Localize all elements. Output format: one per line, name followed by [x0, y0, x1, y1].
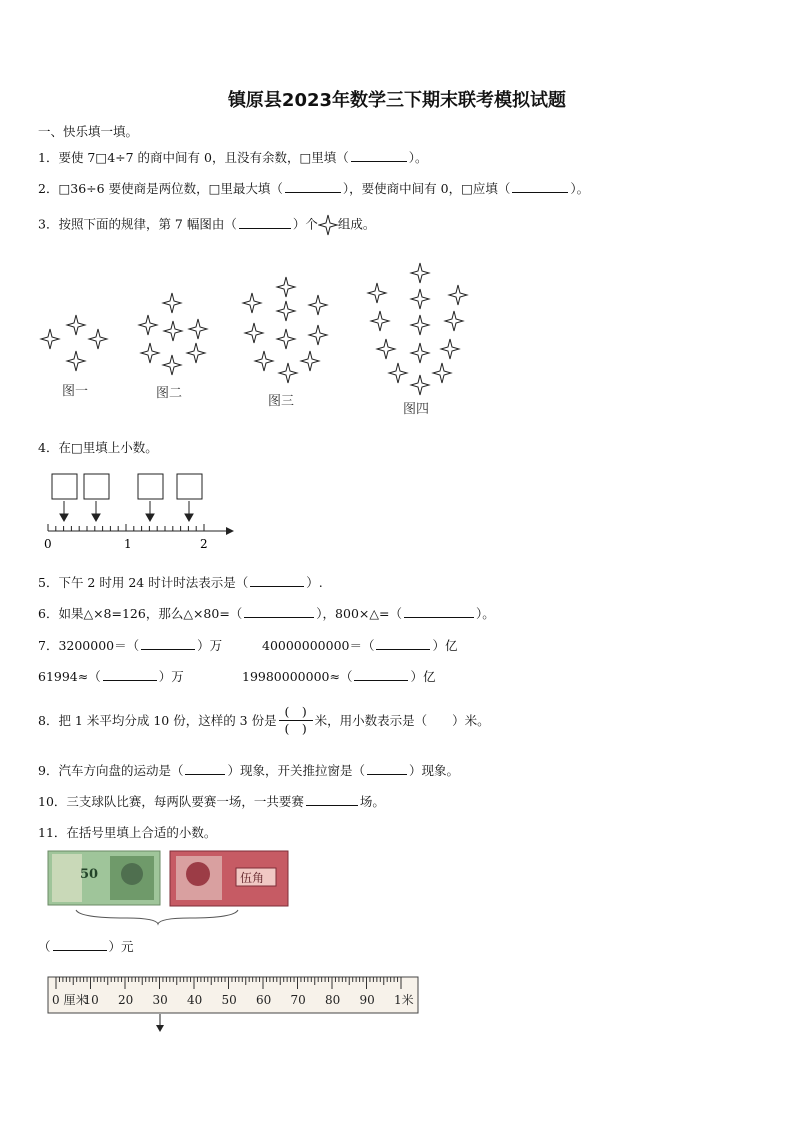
ruler-label: 50 — [221, 993, 237, 1007]
q1-blank[interactable] — [351, 149, 407, 162]
question-7-row-1b — [262, 636, 458, 654]
ruler-label: 40 — [187, 993, 203, 1007]
ruler — [46, 974, 426, 1038]
question-9 — [38, 761, 459, 779]
ruler-label: 10 — [83, 993, 99, 1007]
five-jiao-note — [170, 851, 288, 906]
q10-text-b: 场。 — [359, 794, 385, 809]
q6-blank-2[interactable] — [404, 605, 474, 618]
numberline-label-1: 1 — [124, 537, 132, 551]
page-title: 镇原县2023年数学三下期末联考模拟试题 — [227, 90, 567, 111]
figure-3 — [243, 277, 327, 383]
numberline-label-0: 0 — [44, 537, 52, 551]
q7-text-a1: 7．3200000＝（ — [38, 638, 140, 653]
question-7-row-1 — [38, 636, 222, 654]
q1-text-a: 1．要使 7□4÷7 的商中间有 0，且没有余数，□里填（ — [38, 150, 349, 165]
money-blank[interactable] — [53, 938, 107, 951]
question-6 — [38, 604, 495, 622]
money-answer — [38, 937, 134, 955]
q8-numerator: ( ) — [284, 703, 307, 719]
q6-blank-1[interactable] — [244, 605, 314, 618]
q9-text-b: ）现象，开关推拉窗是（ — [227, 763, 365, 778]
ruler-label: 70 — [290, 993, 306, 1007]
answer-box-3[interactable] — [138, 474, 163, 499]
answer-box-2[interactable] — [84, 474, 109, 499]
q7-text-c1: 61994≈（ — [38, 669, 101, 684]
q9-text-c: ）现象。 — [408, 763, 459, 778]
q10-text-a: 10．三支球队比赛，每两队要赛一场，一共要赛 — [38, 794, 304, 809]
star-icon — [318, 214, 338, 236]
q9-text-a: 9．汽车方向盘的运动是（ — [38, 763, 184, 778]
question-1 — [38, 148, 428, 166]
q7-blank-1[interactable] — [141, 637, 195, 650]
q8-text-b: 米，用小数表示是（ ）米。 — [314, 713, 490, 728]
q7-blank-2[interactable] — [376, 637, 430, 650]
question-5 — [38, 573, 323, 591]
note1-value: 50 — [80, 867, 99, 882]
q3-text-a: 3．按照下面的规律，第 7 幅图由（ — [38, 216, 237, 232]
question-8 — [38, 700, 490, 740]
q2-text-b: ），要使商中间有 0，□应填（ — [342, 181, 511, 196]
question-7-row-2b — [242, 667, 435, 685]
note2-value: 伍角 — [240, 871, 265, 885]
money-answer-close: ）元 — [108, 939, 134, 954]
ruler-label: 1米 — [394, 993, 414, 1007]
figure-4 — [368, 263, 467, 395]
q8-text-a: 8．把 1 米平均分成 10 份，这样的 3 份是 — [38, 713, 277, 728]
ruler-label: 0 厘米 — [52, 993, 88, 1007]
q2-blank-1[interactable] — [285, 180, 341, 193]
ruler-pointer-arrow — [156, 1025, 164, 1032]
q3-text-c: 组成。 — [337, 216, 376, 232]
ruler-label: 90 — [359, 993, 375, 1007]
q7-text-b1: 40000000000＝（ — [262, 638, 375, 653]
question-3 — [38, 214, 375, 236]
q6-text-c: ）。 — [475, 606, 495, 621]
money-images — [46, 848, 306, 928]
section-heading: 一、快乐填一填。 — [38, 124, 139, 139]
ruler-label: 80 — [325, 993, 341, 1007]
figure-2 — [139, 293, 207, 375]
q10-blank[interactable] — [306, 793, 358, 806]
q2-text-c: ）。 — [570, 181, 590, 196]
ruler-label: 60 — [256, 993, 272, 1007]
figure-4-label: 图四 — [403, 402, 430, 417]
q7-text-b2: ）亿 — [432, 638, 458, 653]
figure-1 — [41, 315, 107, 371]
question-7-row-2 — [38, 667, 184, 685]
q8-fraction[interactable] — [279, 704, 313, 737]
ruler-label: 20 — [118, 993, 134, 1007]
q6-text-b: ），800×△=（ — [316, 606, 402, 621]
star-figures — [0, 0, 794, 420]
q9-blank-2[interactable] — [367, 762, 407, 775]
ruler-label: 30 — [152, 993, 168, 1007]
question-4: 4．在□里填上小数。 — [38, 440, 158, 455]
fifty-yuan-note — [48, 851, 160, 905]
q7-text-d1: 19980000000≈（ — [242, 669, 353, 684]
question-2 — [38, 179, 589, 197]
figure-3-label: 图三 — [268, 394, 295, 409]
q9-blank-1[interactable] — [185, 762, 225, 775]
answer-box-1[interactable] — [52, 474, 77, 499]
q5-blank[interactable] — [250, 574, 304, 587]
q7-text-d2: ）亿 — [410, 669, 436, 684]
q3-text-b: ）个 — [292, 216, 318, 232]
q3-blank[interactable] — [239, 216, 291, 229]
q1-text-b: ）。 — [408, 150, 428, 165]
q7-blank-3[interactable] — [103, 668, 157, 681]
figure-1-label: 图一 — [62, 384, 89, 399]
q2-text-a: 2．□36÷6 要使商是两位数，□里最大填（ — [38, 181, 283, 196]
money-answer-open: （ — [38, 939, 51, 954]
q5-text-a: 5．下午 2 时用 24 时计时法表示是（ — [38, 575, 249, 590]
q5-text-b: ）. — [306, 575, 323, 590]
figure-2-label: 图二 — [156, 386, 183, 401]
q7-text-c2: ）万 — [158, 669, 184, 684]
q8-denominator: ( ) — [284, 720, 307, 736]
question-11: 11．在括号里填上合适的小数。 — [38, 825, 217, 840]
numberline-label-2: 2 — [200, 537, 208, 551]
q2-blank-2[interactable] — [512, 180, 568, 193]
answer-box-4[interactable] — [177, 474, 202, 499]
number-line — [38, 472, 288, 552]
q6-text-a: 6．如果△×8=126，那么△×80=（ — [38, 606, 243, 621]
q7-blank-4[interactable] — [354, 668, 408, 681]
q7-text-a2: ）万 — [197, 638, 223, 653]
question-10 — [38, 792, 385, 810]
